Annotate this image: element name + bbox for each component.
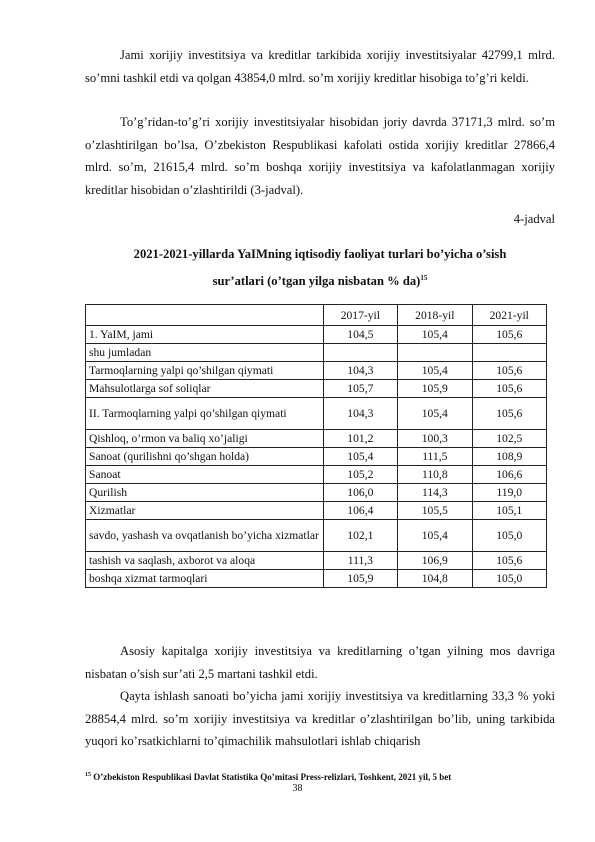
table-cell: 105,9 [323,570,397,588]
table-row [86,448,547,466]
table-header-cell [86,305,324,326]
table-title-footnote-mark: 15 [420,274,428,282]
table-cell: 106,6 [472,466,546,484]
table-row [86,362,547,380]
table-cell: 106,9 [398,552,472,570]
table-title-line1: 2021-2021-yillarda YaIMning iqtisodiy faoliyat turlari bo’yicha o’sish [133,247,507,261]
table-cell: 104,8 [398,570,472,588]
table-row [86,502,547,520]
table-row [86,398,547,430]
table-cell: 102,1 [323,520,397,552]
table-cell: 104,5 [323,326,397,344]
table-cell: 102,5 [472,430,546,448]
footnote-text: O’zbekiston Respublikasi Davlat Statistika Qo’mitasi Press-relizlari, Toshkent, 2021 yil, 5 bet [91,772,452,782]
table-row [86,484,547,502]
table-cell: 105,7 [323,380,397,398]
table-cell: 105,6 [472,326,546,344]
table-cell: 110,8 [398,466,472,484]
table-cell: 106,0 [323,484,397,502]
table-cell-label: Qurilish [86,484,324,502]
table-cell: 111,3 [323,552,397,570]
table-cell: 105,6 [472,552,546,570]
paragraph-2: To’g’ridan-to’g’ri xorijiy investitsiyalar hisobidan joriy davrda 37171,3 mlrd. so’m o’zlashtirilgan bo’lsa, O’zbekiston Respublikasi kafolati ostida xorijiy kreditlar 27866,4 mlrd. so’m, 21615,4 mlrd. so’m boshqa xorijiy investitsiya va kafolatlanmagan xorijiy kreditlar hisobidan o’zlashtirildi (3-jadval). [85,115,555,197]
table-cell: 105,6 [472,362,546,380]
table-cell-label: boshqa xizmat tarmoqlari [86,570,324,588]
table-cell: 105,4 [398,520,472,552]
growth-table [85,304,547,588]
table-cell-label: Qishloq, o’rmon va baliq xo’jaligi [86,430,324,448]
table-cell-label: savdo, yashash va ovqatlanish bo’yicha xizmatlar [86,520,324,552]
table-cell: 105,6 [472,398,546,430]
table-row [86,570,547,588]
table-row [86,326,547,344]
footnote [85,772,451,782]
table-header-row [86,305,547,326]
table-row [86,430,547,448]
table-cell: 114,3 [398,484,472,502]
table-cell-label: Sanoat [86,466,324,484]
table-cell: 119,0 [472,484,546,502]
table-cell: 105,4 [398,398,472,430]
table-cell-label: 1. YaIM, jami [86,326,324,344]
table-cell: 108,9 [472,448,546,466]
paragraph-4: Qayta ishlash sanoati bo’yicha jami xorijiy investitsiya va kreditlarning 33,3 % yoki 28854,4 mlrd. so’m xorijiy investitsiya va kreditlar o’zlashtirilgan bo’lib, uning tarkibida yuqori ko’rsatkichlarni to’qimachilik mahsulotlari ishlab chiqarish [85,689,555,748]
table-cell-label: Tarmoqlarning yalpi qo’shilgan qiymati [86,362,324,380]
table-cell-label: Sanoat (qurilishni qo’shgan holda) [86,448,324,466]
table-header-cell: 2021-yil [472,305,546,326]
table-row [86,520,547,552]
table-header-cell: 2018-yil [398,305,472,326]
table-title [85,242,555,293]
table-cell: 105,9 [398,380,472,398]
table-row [86,380,547,398]
table-row [86,552,547,570]
table-cell: 104,3 [323,398,397,430]
table-cell: 105,6 [472,380,546,398]
table-cell: 105,4 [323,448,397,466]
table-cell: 100,3 [398,430,472,448]
table-cell: 105,5 [398,502,472,520]
table-cell-label: tashish va saqlash, axborot va aloqa [86,552,324,570]
table-cell: 104,3 [323,362,397,380]
table-cell-label: shu jumladan [86,344,324,362]
table-row [86,466,547,484]
paragraph-1: Jami xorijiy investitsiya va kreditlar tarkibida xorijiy investitsiyalar 42799,1 mlrd. so’mni tashkil etdi va qolgan 43854,0 mlrd. so’m xorijiy kreditlar hisobiga to’g’ri keldi. [85,48,555,85]
table-cell: 105,0 [472,570,546,588]
table-cell-label: Xizmatlar [86,502,324,520]
table-cell: 105,4 [398,326,472,344]
paragraph-3: Asosiy kapitalga xorijiy investitsiya va kreditlarning o’tgan yilning mos davriga nisbatan o’sish sur’ati 2,5 martani tashkil etdi. [85,644,555,681]
table-cell [472,344,546,362]
table-label: 4-jadval [513,212,555,226]
table-title-line2: sur’atlari (o’tgan yilga nisbatan % da) [212,274,421,289]
table-cell: 111,5 [398,448,472,466]
footnote-mark: 15 [85,772,91,778]
table-cell: 105,2 [323,466,397,484]
table-cell [323,344,397,362]
table-cell: 105,0 [472,520,546,552]
page-number: 38 [292,783,303,794]
table-header-cell: 2017-yil [323,305,397,326]
table-cell-label: II. Tarmoqlarning yalpi qo’shilgan qiymati [86,398,324,430]
table-cell [398,344,472,362]
table-cell: 101,2 [323,430,397,448]
table-cell: 105,4 [398,362,472,380]
table-cell: 106,4 [323,502,397,520]
table-row [86,344,547,362]
table-cell-label: Mahsulotlarga sof soliqlar [86,380,324,398]
table-cell: 105,1 [472,502,546,520]
